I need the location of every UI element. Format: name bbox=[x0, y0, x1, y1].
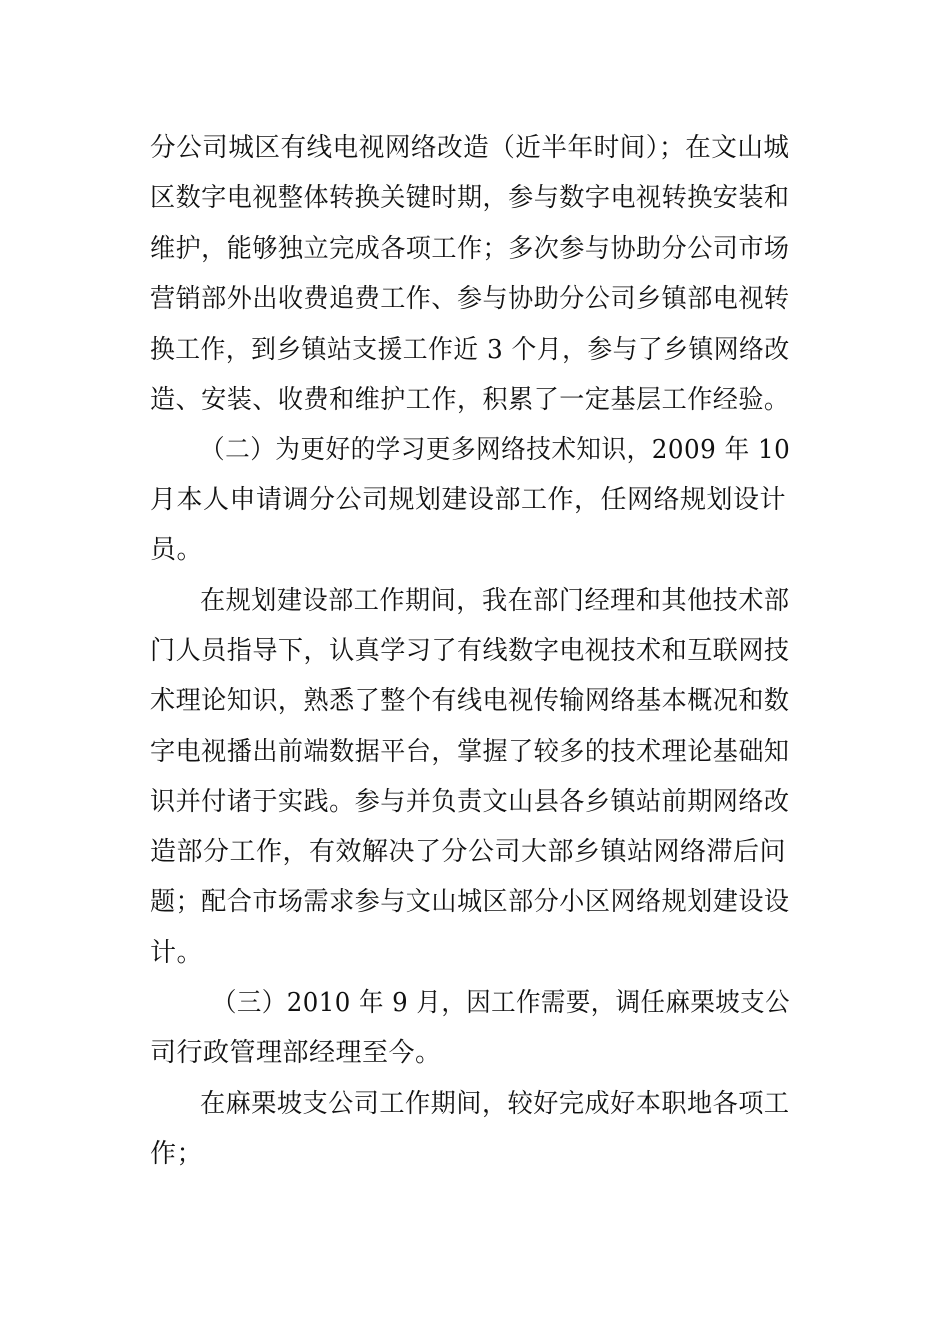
text-line: 司行政管理部经理至今。 bbox=[150, 1038, 442, 1068]
text-line: （二）为更好的学习更多网络技术知识，2009 年 10 bbox=[200, 435, 791, 465]
text-line: （三）2010 年 9 月，因工作需要，调任麻栗坡支公 bbox=[212, 988, 790, 1018]
text-line: 识并付诸于实践。参与并负责文山县各乡镇站前期网络改 bbox=[150, 787, 790, 817]
text-line: 在规划建设部工作期间，我在部门经理和其他技术部 bbox=[200, 586, 790, 616]
text-line: 营销部外出收费追费工作、参与协助分公司乡镇部电视转 bbox=[150, 284, 790, 314]
text-line: 月本人申请调分公司规划建设部工作，任网络规划设计 bbox=[150, 485, 787, 515]
text-line: 换工作，到乡镇站支援工作近 3 个月，参与了乡镇网络改 bbox=[150, 335, 790, 365]
text-line: 作； bbox=[150, 1139, 204, 1169]
text-line: 分公司城区有线电视网络改造（近半年时间）；在文山城 bbox=[150, 133, 790, 163]
text-line: 门人员指导下，认真学习了有线数字电视技术和互联网技 bbox=[150, 636, 790, 666]
text-line: 计。 bbox=[150, 938, 204, 968]
text-line: 在麻栗坡支公司工作期间，较好完成好本职地各项工 bbox=[200, 1089, 790, 1119]
text-line: 区数字电视整体转换关键时期，参与数字电视转换安装和 bbox=[150, 183, 790, 213]
text-line: 字电视播出前端数据平台，掌握了较多的技术理论基础知 bbox=[150, 737, 790, 767]
text-line: 题；配合市场需求参与文山城区部分小区网络规划建设设 bbox=[150, 887, 790, 917]
text-line: 维护，能够独立完成各项工作；多次参与协助分公司市场 bbox=[150, 234, 790, 264]
text-line: 造部分工作，有效解决了分公司大部乡镇站网络滞后问 bbox=[150, 837, 787, 867]
text-line: 术理论知识，熟悉了整个有线电视传输网络基本概况和数 bbox=[150, 686, 790, 716]
text-line: 员。 bbox=[150, 535, 204, 565]
text-line: 造、安装、收费和维护工作，积累了一定基层工作经验。 bbox=[150, 385, 790, 415]
